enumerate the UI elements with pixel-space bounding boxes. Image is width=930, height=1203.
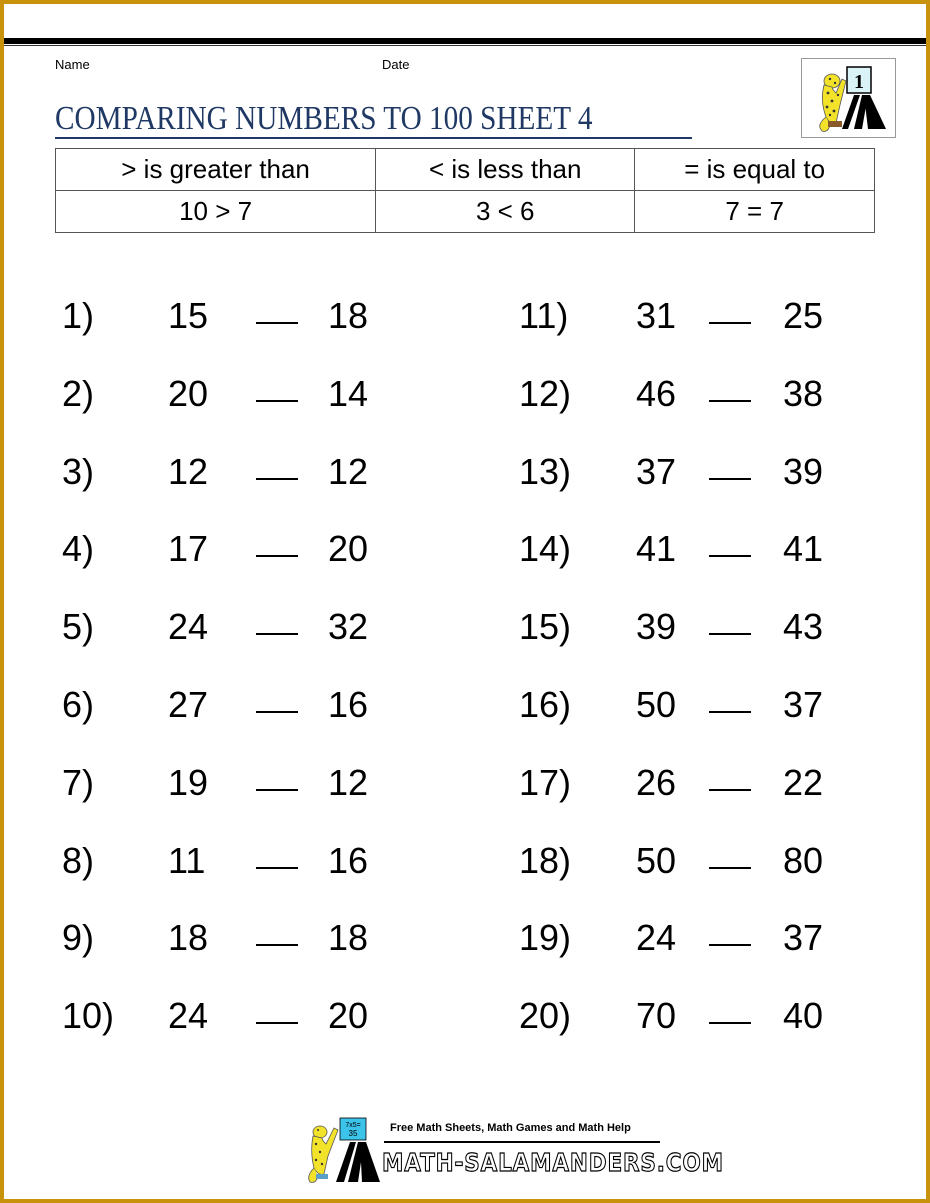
problem-left-value: 24 [168, 606, 209, 647]
problem-right-value: 25 [783, 295, 824, 336]
problem-left-value: 26 [636, 762, 677, 803]
problem-left-value: 11 [168, 840, 206, 881]
problem-left-value: 31 [636, 295, 677, 336]
problem-left-value: 70 [636, 995, 677, 1036]
problem-right-value: 22 [783, 762, 824, 803]
problem-left-value: 18 [168, 917, 209, 958]
problem-left-value: 24 [168, 995, 209, 1036]
answer-blank[interactable] [709, 478, 751, 480]
svg-text:7x5=: 7x5= [345, 1122, 361, 1129]
answer-blank[interactable] [256, 555, 298, 557]
answer-blank[interactable] [709, 400, 751, 402]
problem-right-value: 14 [328, 373, 369, 414]
date-label: Date [382, 57, 410, 72]
problem-left-value: 46 [636, 373, 677, 414]
answer-blank[interactable] [256, 711, 298, 713]
problem-number: 17) [519, 762, 572, 803]
problem-left-value: 12 [168, 451, 209, 492]
problem-number: 12) [519, 373, 572, 414]
problem-left-value: 50 [636, 840, 677, 881]
example-greater: 10 > 7 [56, 191, 376, 233]
example-equal: 7 = 7 [635, 191, 875, 233]
problem-right-value: 16 [328, 840, 369, 881]
problem-number: 6) [62, 684, 95, 725]
problem-number: 10) [62, 995, 115, 1036]
footer-brand-link[interactable]: MATH-SALAMANDERS.COM [382, 1148, 724, 1177]
answer-blank[interactable] [256, 478, 298, 480]
problem-right-value: 43 [783, 606, 824, 647]
problem-number: 3) [62, 451, 95, 492]
problem-number: 13) [519, 451, 572, 492]
answer-blank[interactable] [709, 322, 751, 324]
problem-right-value: 32 [328, 606, 369, 647]
footer-divider [384, 1141, 660, 1143]
problem-right-value: 39 [783, 451, 824, 492]
page-title: COMPARING NUMBERS TO 100 SHEET 4 [55, 100, 593, 137]
answer-blank[interactable] [709, 867, 751, 869]
problem-right-value: 18 [328, 295, 369, 336]
problem-left-value: 41 [636, 528, 677, 569]
problem-right-value: 38 [783, 373, 824, 414]
problem-right-value: 40 [783, 995, 824, 1036]
answer-blank[interactable] [256, 789, 298, 791]
header-rule-thin [4, 45, 926, 46]
answer-blank[interactable] [709, 633, 751, 635]
problem-left-value: 50 [636, 684, 677, 725]
problem-right-value: 37 [783, 917, 824, 958]
problem-number: 4) [62, 528, 95, 569]
problem-right-value: 41 [783, 528, 824, 569]
problem-number: 15) [519, 606, 572, 647]
problem-left-value: 37 [636, 451, 677, 492]
footer-logo [302, 1116, 724, 1186]
problem-right-value: 12 [328, 762, 369, 803]
answer-blank[interactable] [709, 555, 751, 557]
problem-left-value: 39 [636, 606, 677, 647]
symbol-key-table [55, 148, 875, 233]
problem-left-value: 24 [636, 917, 677, 958]
problem-right-value: 16 [328, 684, 369, 725]
worksheet-page [4, 4, 926, 1199]
example-less: 3 < 6 [376, 191, 635, 233]
answer-blank[interactable] [256, 944, 298, 946]
problem-number: 11) [519, 295, 569, 336]
problem-right-value: 20 [328, 528, 369, 569]
svg-text:1: 1 [854, 71, 864, 93]
problem-number: 2) [62, 373, 95, 414]
footer-tagline: Free Math Sheets, Math Games and Math Help [390, 1122, 631, 1134]
problem-left-value: 17 [168, 528, 209, 569]
answer-blank[interactable] [709, 789, 751, 791]
problem-number: 14) [519, 528, 572, 569]
key-less-than: < is less than [376, 149, 635, 191]
problem-right-value: 20 [328, 995, 369, 1036]
problem-left-value: 19 [168, 762, 209, 803]
problem-right-value: 12 [328, 451, 369, 492]
answer-blank[interactable] [256, 867, 298, 869]
problem-number: 1) [62, 295, 95, 336]
answer-blank[interactable] [256, 633, 298, 635]
key-equal-to: = is equal to [635, 149, 875, 191]
footer-salamander-icon [302, 1116, 382, 1186]
salamander-easel-icon [802, 59, 895, 137]
problem-number: 16) [519, 684, 572, 725]
header-rule [4, 38, 926, 44]
problem-number: 7) [62, 762, 95, 803]
problem-left-value: 20 [168, 373, 209, 414]
key-header-row [56, 149, 875, 191]
answer-blank[interactable] [709, 1022, 751, 1024]
answer-blank[interactable] [709, 711, 751, 713]
key-greater-than: > is greater than [56, 149, 376, 191]
problem-left-value: 27 [168, 684, 209, 725]
name-label: Name [55, 57, 90, 72]
answer-blank[interactable] [256, 400, 298, 402]
svg-text:35: 35 [348, 1129, 358, 1138]
problem-right-value: 37 [783, 684, 824, 725]
problem-number: 18) [519, 840, 572, 881]
key-example-row [56, 191, 875, 233]
problem-number: 20) [519, 995, 572, 1036]
answer-blank[interactable] [256, 322, 298, 324]
problem-number: 9) [62, 917, 95, 958]
salamander-logo [801, 58, 896, 138]
title-underline [55, 137, 692, 139]
problem-number: 8) [62, 840, 95, 881]
problem-number: 5) [62, 606, 95, 647]
problem-right-value: 18 [328, 917, 369, 958]
answer-blank[interactable] [256, 1022, 298, 1024]
problem-right-value: 80 [783, 840, 824, 881]
problem-left-value: 15 [168, 295, 209, 336]
problem-number: 19) [519, 917, 572, 958]
answer-blank[interactable] [709, 944, 751, 946]
